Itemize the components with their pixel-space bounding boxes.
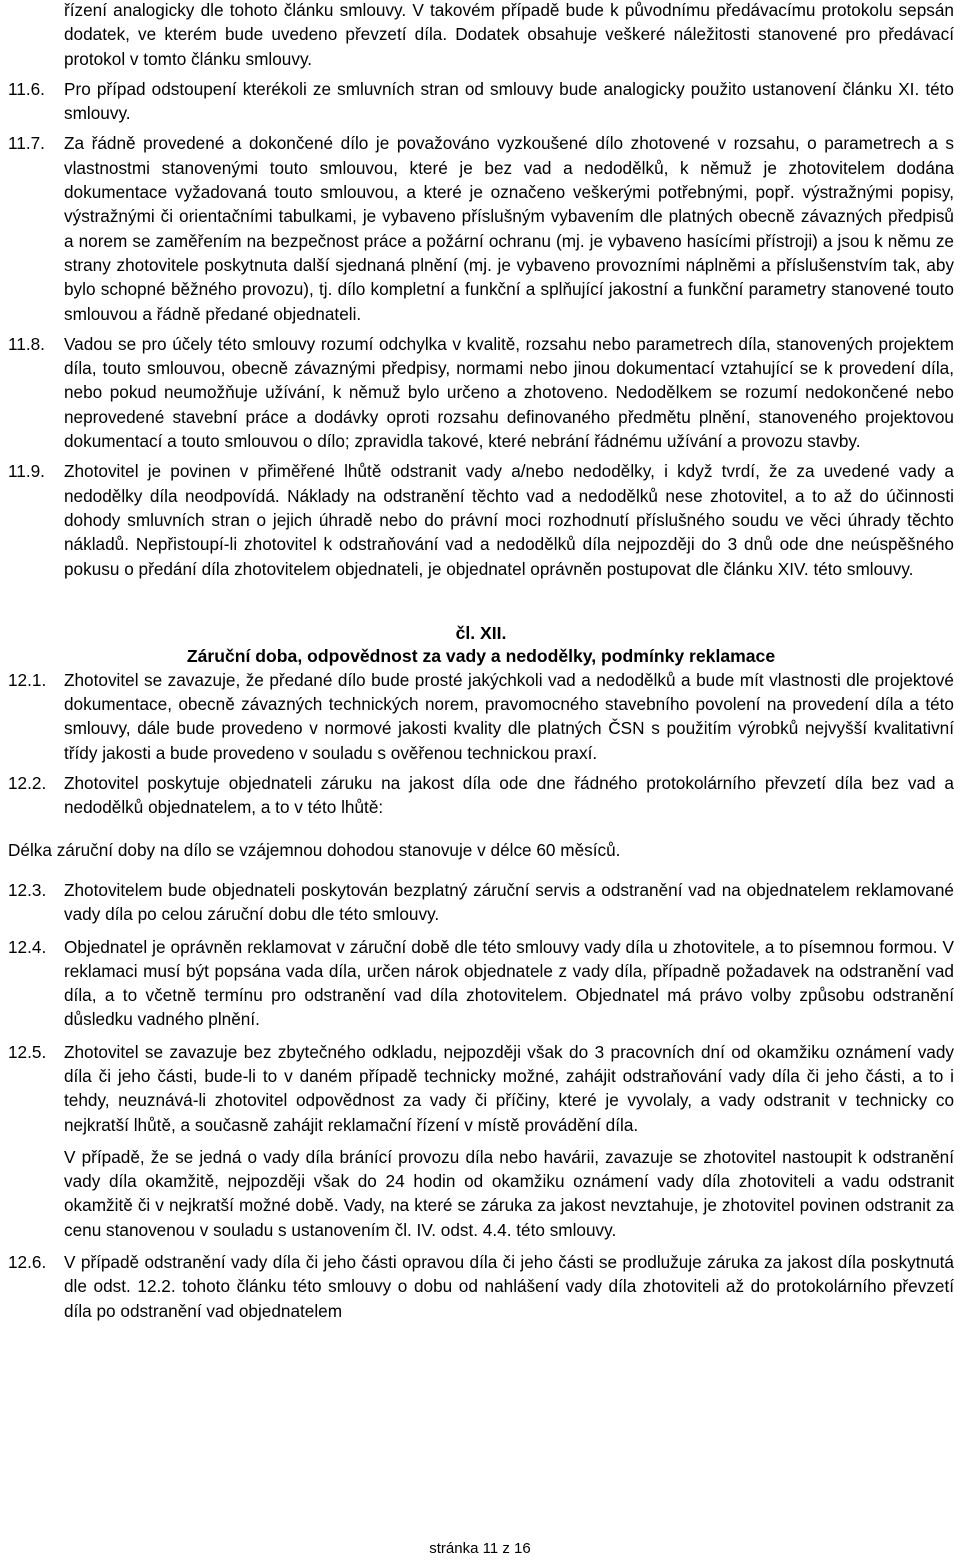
clause-text: Zhotovitel se zavazuje, že předané dílo bude prosté jakýchkoli vad a nedodělků a bude mít vlastnosti dle projektové dokumentace, obecně závazných technických norem, pravomocného stavebního povolení na provedení díla a této smlouvy, dále bude provedeno v normové jakosti kvality dle platných ČSN s použitím výrobků nejvyšší kvalitativní třídy jakosti a bude provedeno v souladu s ověřenou technickou praxí. [64,669,954,763]
clause-text: Zhotovitel se zavazuje bez zbytečného odkladu, nejpozději však do 3 pracovních dní od okamžiku oznámení vady díla či jeho části, bude-li to v daném případě technicky možné, zahájit odstraňování vady díla či jeho části, a to i tehdy, neuznává-li zhotovitel odpovědnost za vady či příčiny, které je vyvolaly, a vady odstranit v technicky co nejkratší lhůtě, a současně zahájit reklamační řízení v místě provádění díla. [64,1041,954,1135]
clause-12-2 [8,771,954,820]
clause-text: Zhotovitel je povinen v přiměřené lhůtě odstranit vady a/nebo nedodělky, i když tvrdí, že za uvedené vady a nedodělky díla neodpovídá. Náklady na odstranění těchto vad a nedodělků nese zhotovitel, a to až do účinnosti dohody smluvních stran o jejich úhradě nebo do právní moci rozhodnutí příslušného soudu ve věci úhrady těchto nákladů. Nepřistoupí-li zhotovitel k odstraňování vad a nedodělků díla nejpozději do 3 dnů ode dne neúspěšného pokusu o předání díla zhotovitelem objednateli, je objednatel oprávněn postupovat dle článku XIV. této smlouvy. [64,461,954,579]
clause-number: 12.5. [8,1041,47,1062]
clause-12-1 [8,668,954,765]
clause-12-4 [8,935,954,1032]
clause-number: 12.2. [8,773,47,794]
intro-paragraph: řízení analogicky dle tohoto článku smlouvy. V takovém případě bude k původnímu předávacímu protokolu sepsán dodatek, ve kterém bude uvedeno převzetí díla. Dodatek obsahuje veškeré náležitosti stanovené pro předávací protokol v tomto článku smlouvy. [64,0,954,69]
clause-number: 12.3. [8,879,47,900]
article-heading [8,622,954,668]
clause-number: 12.1. [8,669,47,690]
clause-text: Vadou se pro účely této smlouvy rozumí odchylka v kvalitě, rozsahu nebo parametrech díla, stanovených projektem díla, touto smlouvou, obecně závaznými předpisy, normami nebo jinou dokumentací vztahující se k provedení díla, nebo pokud neumožňuje užívání, k němuž bylo určeno a zhotoveno. Nedodělkem se rozumí nedokončené nebo neprovedené stavební práce a dodávky oproti rozsahu definovaného předmětu plnění, stanoveného projektovou dokumentací a touto smlouvou o dílo; zpravidla takové, které nebrání řádnému užívání a provozu stavby. [64,333,954,452]
clause-number: 11.7. [8,133,45,154]
clause-text: V případě odstranění vady díla či jeho části opravou díla či jeho části se prodlužuje záruka za jakost díla poskytnutá dle odst. 12.2. tohoto článku této smlouvy o dobu od nahlášení vady díla zhotoviteli až do protokolárního převzetí díla po odstranění vad objednatelem [64,1252,954,1321]
clause-12-5 [8,1040,954,1137]
clause-12-6 [8,1250,954,1323]
page-footer: stránka 11 z 16 [429,1540,531,1557]
clause-number: 12.4. [8,936,47,957]
clause-text: Pro případ odstoupení kterékoli ze smluvních stran od smlouvy bude analogicky použito ustanovení článku XI. této smlouvy. [64,78,954,124]
clause-number: 11.9. [8,461,45,482]
clause-number: 11.6. [8,78,45,99]
clause-12-3 [8,878,954,927]
warranty-duration-line: Délka záruční doby na dílo se vzájemnou dohodou stanovuje v délce 60 měsíců. [8,839,621,860]
clause-11-7 [8,131,954,325]
clause-11-8 [8,332,954,453]
clause-11-6 [8,77,954,126]
clause-text: Objednatel je oprávněn reklamovat v záruční době dle této smlouvy vady díla u zhotovitele, a to písemnou formou. V reklamaci musí být popsána vada díla, určen nárok objednatele z vady díla, případně požadavek na odstranění vad díla, a to včetně termínu pro odstranění vad díla zhotovitelem. Objednatel má právo volby způsobu odstranění důsledku vadného plnění. [64,936,954,1030]
clause-11-9 [8,459,954,580]
clause-12-5-continuation: V případě, že se jedná o vady díla bránící provozu díla nebo havárii, zavazuje se zhotovitel nastoupit k odstranění vady díla okamžitě, nejpozději však do 24 hodin od okamžiku oznámení vady díla zhotoviteli a vadu odstranit okamžitě či v nejkratší možné době. Vady, na které se záruka za jakost nevztahuje, je zhotovitel povinen odstranit za cenu stanovenou v souladu s ustanovením čl. IV. odst. 4.4. této smlouvy. [64,1146,954,1240]
clause-text: Zhotovitel poskytuje objednateli záruku na jakost díla ode dne řádného protokolárního převzetí díla bez vad a nedodělků objednatelem, a to v této lhůtě: [64,773,954,818]
clause-text: Za řádně provedené a dokončené dílo je považováno vyzkoušené dílo zhotovené v rozsahu, o parametrech a s vlastnostmi stanovenými touto smlouvou, které je bez vad a nedodělků, k němuž je zhotovitelem dodána dokumentace vyžadovaná touto smlouvou, a které je označeno veškerými potřebnými, popř. výstražnými popisy, výstražnými či orientačními tabulkami, je vybaveno příslušným vybavením dle platných obecně závazných předpisů a norem se zaměřením na bezpečnost práce a požární ochranu (mj. je vybaveno hasícími přístroji) a jsou k němu ze strany zhotovitele poskytnuta další sjednaná plnění (mj. je vybaveno provozními náplněmi a příslušenstvím tak, aby bylo schopné běžného provozu), tj. dílo kompletní a funkční a splňující jakostní a funkční parametry stanovené touto smlouvou a řádně předané objednateli. [64,133,954,324]
article-title: Záruční doba, odpovědnost za vady a nedodělky, podmínky reklamace [186,645,776,666]
document-page [8,0,954,1323]
clause-number: 11.8. [8,333,45,354]
clause-text: Zhotovitelem bude objednateli poskytován bezplatný záruční servis a odstranění vad na objednatelem reklamované vady díla po celou záruční dobu dle této smlouvy. [64,879,954,925]
article-number: čl. XII. [455,622,507,643]
clause-number: 12.6. [8,1252,47,1273]
